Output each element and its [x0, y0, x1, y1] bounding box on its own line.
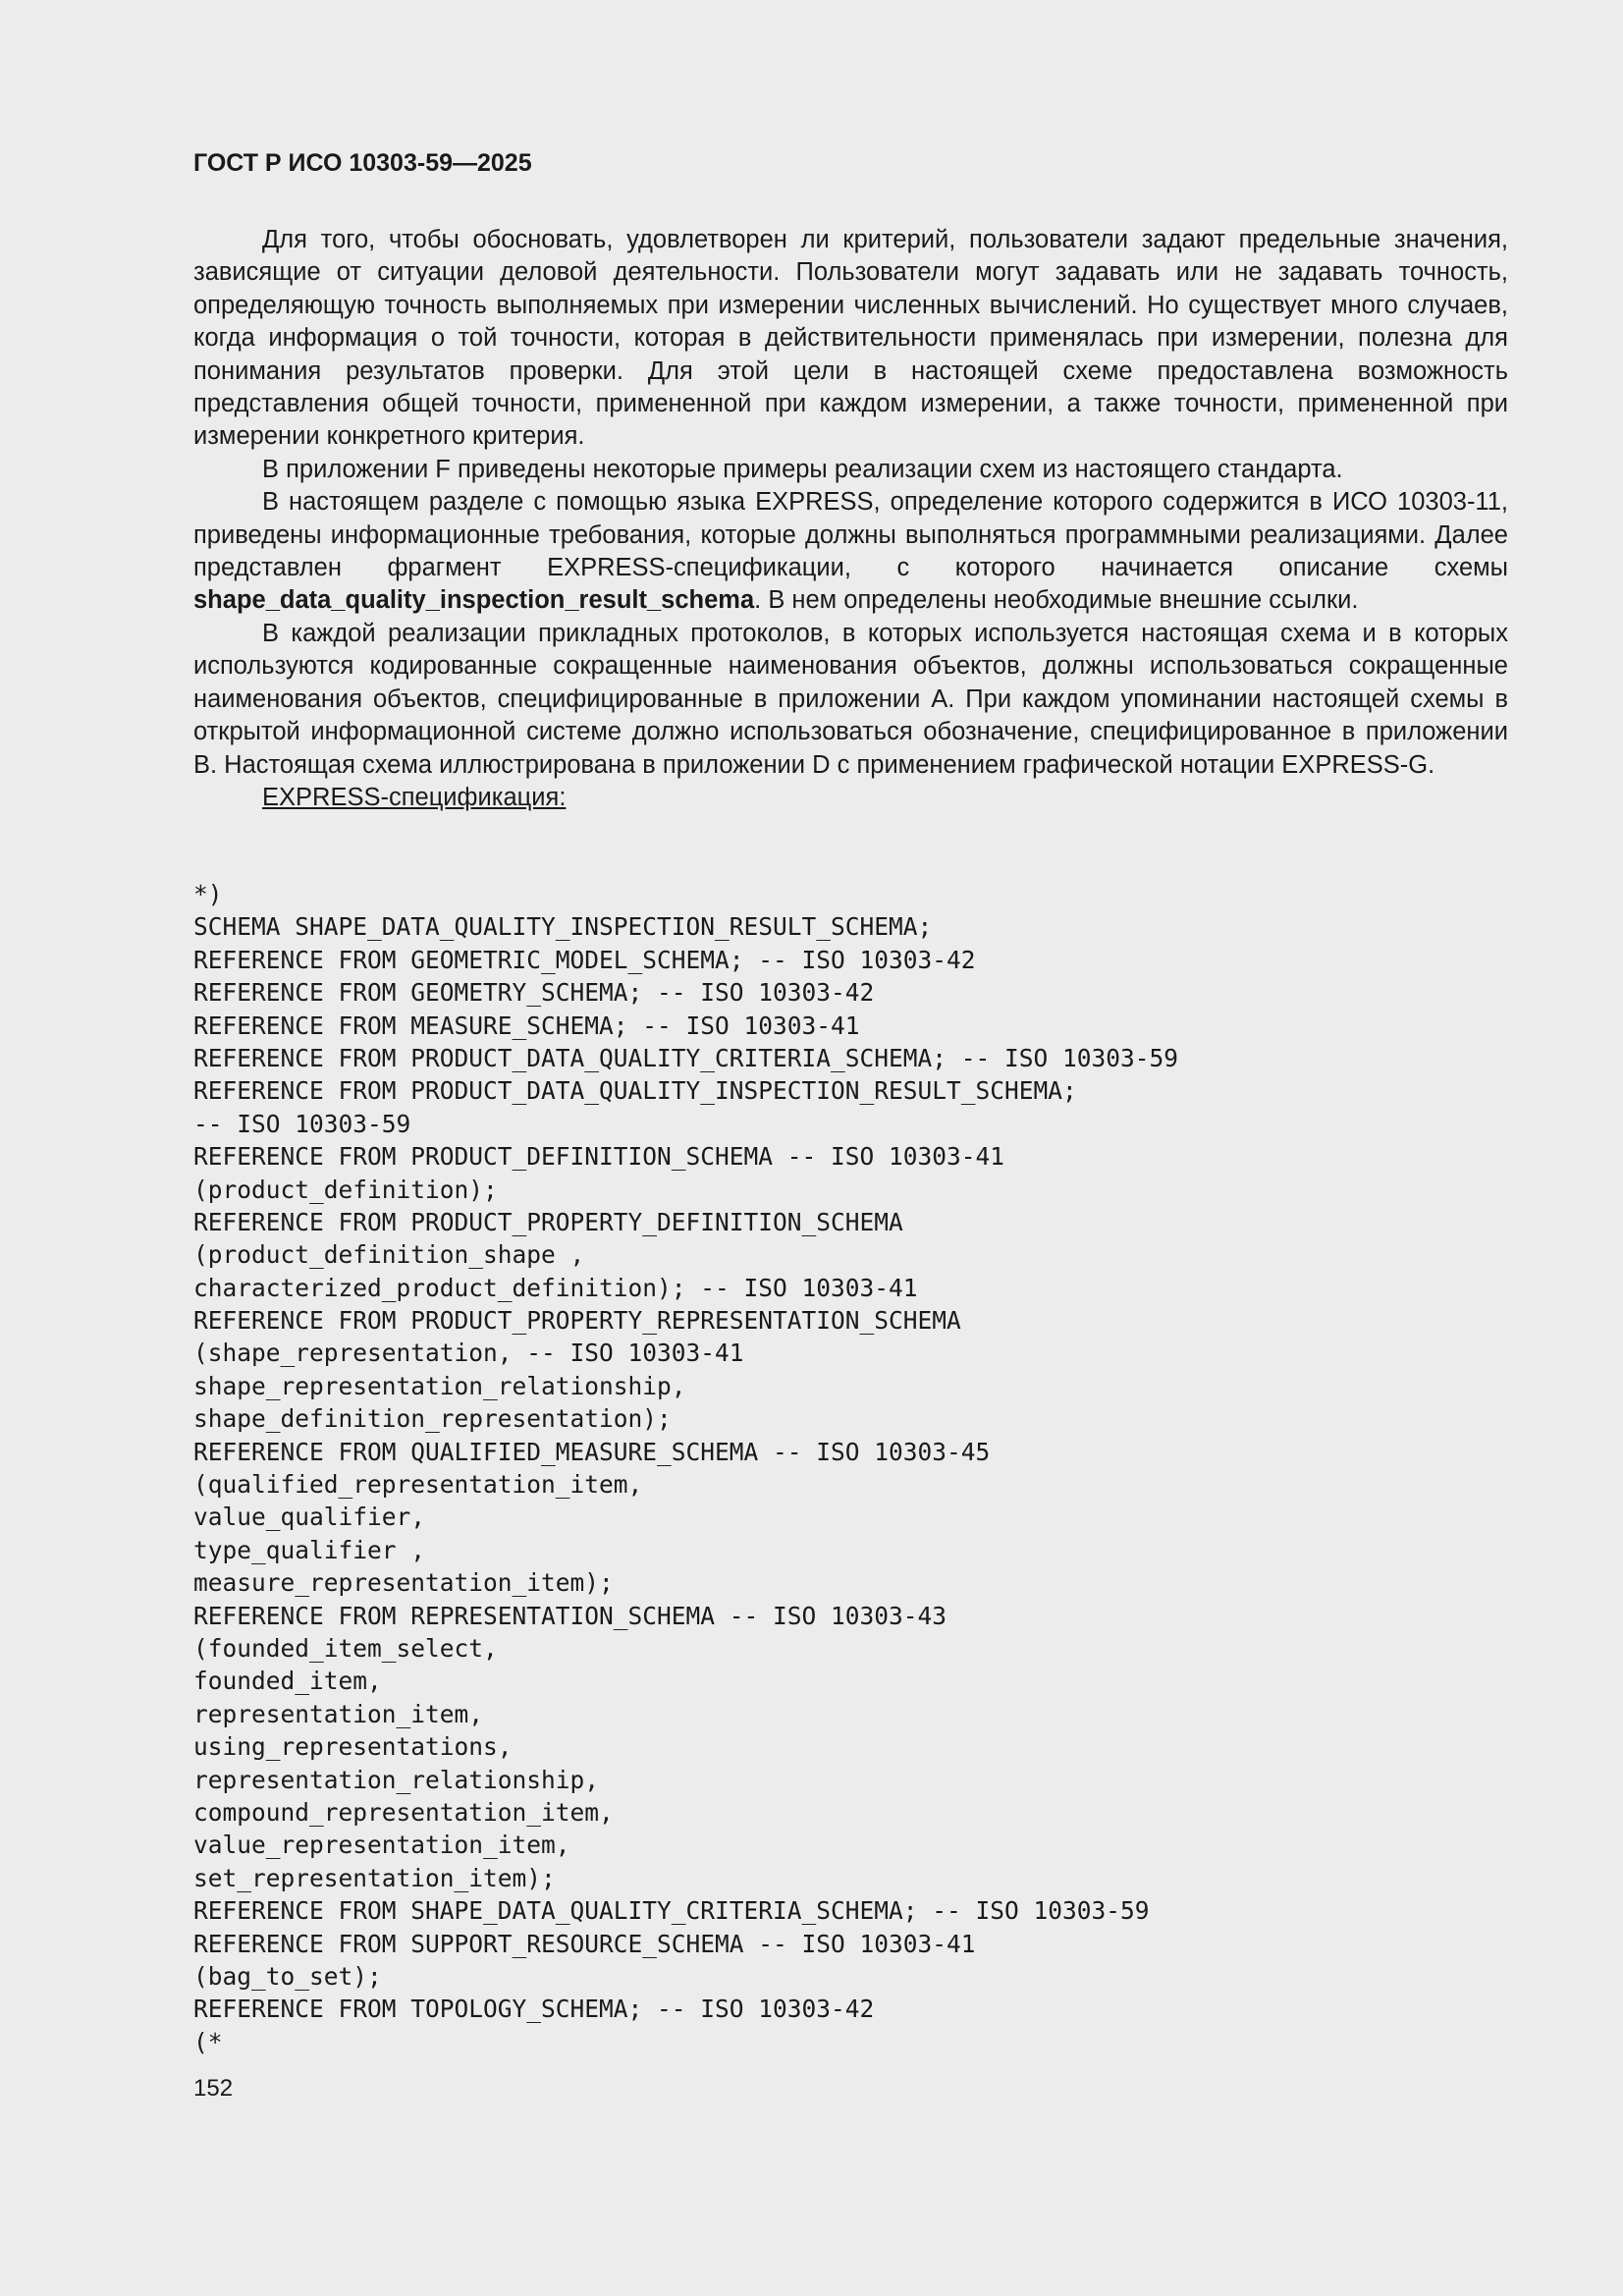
paragraph: В каждой реализации прикладных протоколов, в которых используется настоящая схема и в которых используются кодированные сокращенные наименования объектов, должны использоваться сокращенные наименования объектов, специфицированные в приложении А. При каждом упоминании настоящей схемы в открытой информационной системе должно использоваться обозначение, специфицированное в приложении В. Настоящая схема иллюстрирована в приложении D с применением графической нотации EXPRESS-G.	[193, 619, 1508, 779]
code-line: (qualified_representation_item,	[193, 1470, 643, 1500]
code-line: using_representations,	[193, 1732, 513, 1762]
code-line: REFERENCE FROM TOPOLOGY_SCHEMA; -- ISO 10303-42	[193, 1995, 875, 2024]
code-line: (bag_to_set);	[193, 1961, 382, 1991]
express-spec-label: EXPRESS-спецификация:	[262, 783, 567, 811]
code-line: representation_relationship,	[193, 1765, 600, 1794]
express-code-block	[193, 878, 1178, 2058]
code-line: SCHEMA SHAPE_DATA_QUALITY_INSPECTION_RESULT_SCHEMA;	[193, 912, 933, 942]
code-line: REFERENCE FROM PRODUCT_PROPERTY_DEFINITION_SCHEMA	[193, 1207, 903, 1236]
code-line: (founded_item_select,	[193, 1633, 498, 1663]
code-line: shape_definition_representation);	[193, 1404, 672, 1434]
code-line: REFERENCE FROM GEOMETRIC_MODEL_SCHEMA; -- ISO 10303-42	[193, 945, 976, 974]
document-header: ГОСТ Р ИСО 10303-59—2025	[193, 149, 532, 177]
code-line: founded_item,	[193, 1667, 382, 1696]
paragraph-text: . В нем определены необходимые внешние ссылки.	[754, 586, 1359, 615]
code-line: *)	[193, 880, 223, 908]
code-line: compound_representation_item,	[193, 1797, 614, 1827]
code-line: set_representation_item);	[193, 1863, 556, 1892]
code-line: measure_representation_item);	[193, 1568, 614, 1598]
code-line: REFERENCE FROM PRODUCT_DEFINITION_SCHEMA -- ISO 10303-41	[193, 1142, 1005, 1172]
paragraph-text: В настоящем разделе с помощью языка EXPRESS, определение которого содержится в ИСО 10303-11, приведены информационные требования, которые должны выполняться программными реализациями. Далее представлен фрагмент EXPRESS-спецификации, с которого начинается описание схемы	[193, 488, 1508, 582]
code-line: shape_representation_relationship,	[193, 1371, 686, 1400]
code-line: (*	[193, 2027, 223, 2056]
code-line: REFERENCE FROM SUPPORT_RESOURCE_SCHEMA -- ISO 10303-41	[193, 1929, 976, 1958]
code-line: characterized_product_definition); -- ISO 10303-41	[193, 1273, 918, 1302]
code-line: REFERENCE FROM PRODUCT_PROPERTY_REPRESENTATION_SCHEMA	[193, 1306, 961, 1336]
page-number: 152	[193, 2075, 234, 2102]
code-line: type_qualifier ,	[193, 1535, 426, 1564]
code-line: (product_definition_shape ,	[193, 1240, 585, 1270]
code-line: value_representation_item,	[193, 1831, 570, 1860]
code-line: (shape_representation, -- ISO 10303-41	[193, 1339, 744, 1368]
code-line: value_qualifier,	[193, 1503, 426, 1532]
code-line: REFERENCE FROM PRODUCT_DATA_QUALITY_CRITERIA_SCHEMA; -- ISO 10303-59	[193, 1043, 1179, 1072]
code-line: representation_item,	[193, 1699, 484, 1728]
code-line: REFERENCE FROM PRODUCT_DATA_QUALITY_INSPECTION_RESULT_SCHEMA;	[193, 1076, 1077, 1106]
code-line: -- ISO 10303-59	[193, 1109, 411, 1138]
code-line: REFERENCE FROM QUALIFIED_MEASURE_SCHEMA -- ISO 10303-45	[193, 1437, 991, 1466]
code-line: REFERENCE FROM MEASURE_SCHEMA; -- ISO 10303-41	[193, 1011, 860, 1040]
code-line: (product_definition);	[193, 1175, 498, 1204]
code-line: REFERENCE FROM SHAPE_DATA_QUALITY_CRITERIA_SCHEMA; -- ISO 10303-59	[193, 1896, 1150, 1926]
paragraph: Для того, чтобы обосновать, удовлетворен ли критерий, пользователи задают предельные значения, зависящие от ситуации деловой деятельности. Пользователи могут задавать или не задавать точность, определяющую точность выполняемых при измерении численных вычислений. Но существует много случаев, когда информация о той точности, которая в действительности применялась при измерении, полезна для понимания результатов проверки. Для этой цели в настоящей схеме предоставлена возможность представления общей точности, примененной при каждом измерении, а также точности, примененной при измерении конкретного критерия.	[193, 226, 1508, 451]
schema-name: shape_data_quality_inspection_result_schema	[193, 586, 755, 615]
body-text	[193, 224, 1508, 814]
code-line: REFERENCE FROM GEOMETRY_SCHEMA; -- ISO 10303-42	[193, 978, 875, 1008]
code-line: REFERENCE FROM REPRESENTATION_SCHEMA -- ISO 10303-43	[193, 1601, 947, 1630]
paragraph: В приложении F приведены некоторые примеры реализации схем из настоящего стандарта.	[262, 455, 1343, 483]
paragraph	[193, 486, 1508, 618]
